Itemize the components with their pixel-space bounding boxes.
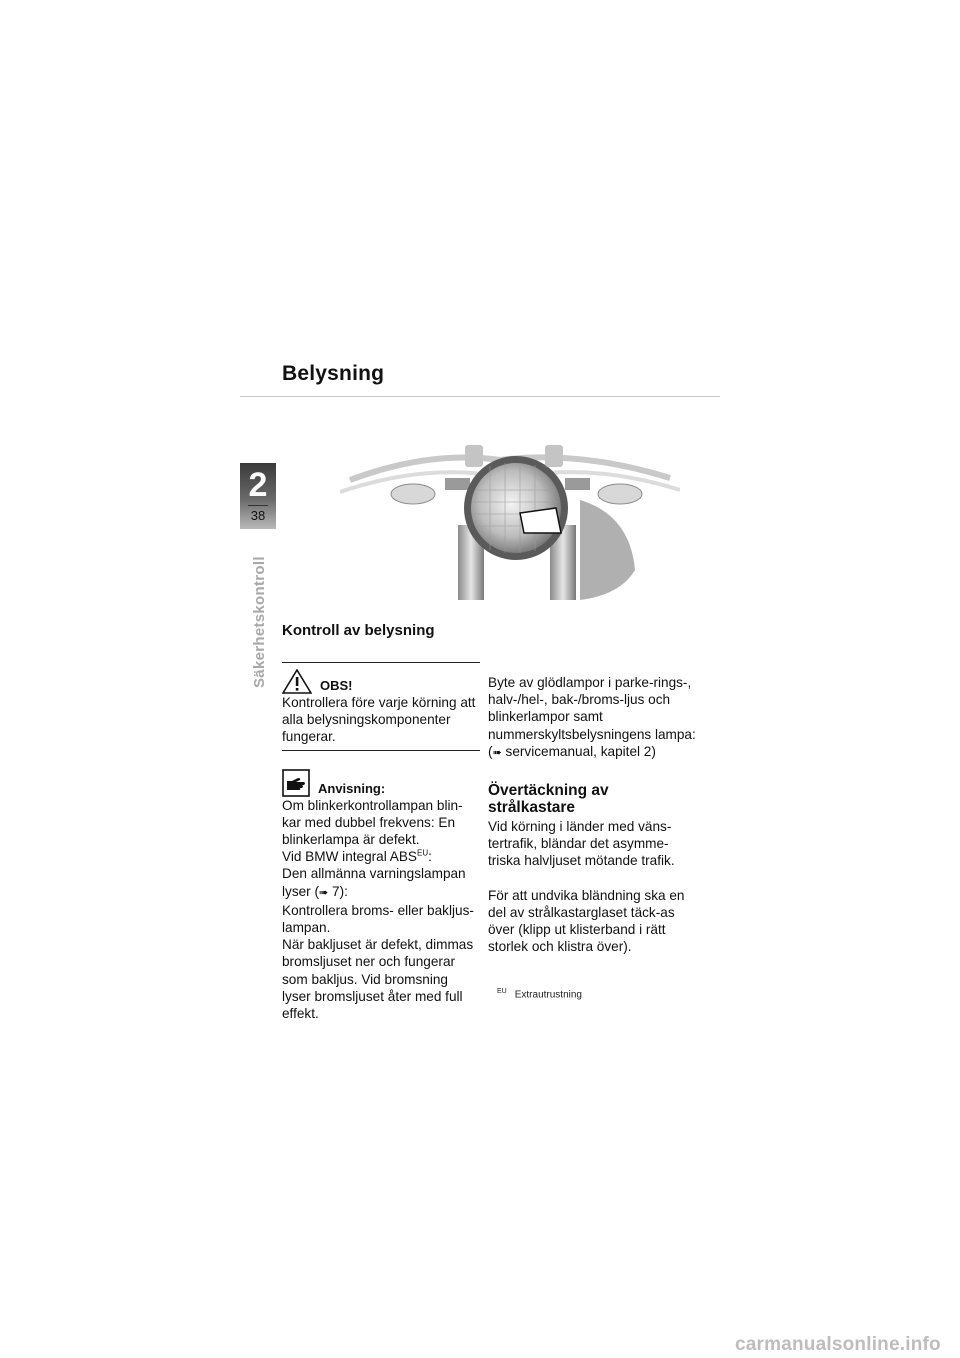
page-title: Belysning xyxy=(282,362,385,385)
note-warning-lamp-ref: 7 xyxy=(332,883,340,899)
title-divider xyxy=(240,396,720,397)
left-column xyxy=(282,662,480,1022)
note-text-1: Om blinkerkontrollampan blin-kar med dubbel frekvens: En blinkerlampa är defekt. xyxy=(282,797,463,848)
headlight-cover-para-2: För att undvika bländning ska en del av strålkastarglaset täck-as över (klipp ut klisterband i rätt storlek och klistra över). xyxy=(488,887,685,955)
obs-text: Kontrollera före varje körning att alla belysningskomponenter fungerar. xyxy=(282,695,476,745)
note-title: Anvisning: xyxy=(318,780,386,796)
footnote-text: Extrautrustning xyxy=(514,989,582,1001)
note-warning-lamp-close: ): xyxy=(339,883,348,899)
chapter-number: 2 xyxy=(248,466,268,504)
warning-triangle-icon xyxy=(282,669,312,694)
right-column xyxy=(488,674,698,955)
note-header xyxy=(282,769,480,797)
bulb-replacement-ref: servicemanual, kapitel 2) xyxy=(505,743,656,759)
bulb-replacement-text xyxy=(488,674,698,762)
note-text-3 xyxy=(282,865,480,901)
headlight-cover-para-1: Vid körning i länder med väns-tertrafik, bländar det asymme-triska halvljuset mötande trafik. xyxy=(488,819,675,869)
headlight-cover-heading: Övertäckning av strålkastare xyxy=(488,782,609,817)
note-abs-sup: EU xyxy=(417,848,429,858)
note-text-2 xyxy=(282,848,480,865)
footnote xyxy=(497,988,582,1000)
reference-arrow-icon: ➠ xyxy=(492,746,502,759)
obs-header xyxy=(282,669,480,694)
note-box xyxy=(282,769,480,1023)
page-number: 38 xyxy=(250,508,266,523)
note-abs-label: Vid BMW integral ABS xyxy=(282,849,417,865)
bulb-replacement-body: Byte av glödlampor i parke-rings-, halv-/hel-, bak-/broms-ljus och blinkerlampor samt nummerskyltsbelysningens lampa: ( xyxy=(488,675,696,759)
note-text-4: Kontrollera broms- eller bakljus-lampan. xyxy=(282,902,474,936)
obs-title: OBS! xyxy=(320,678,353,693)
reference-arrow-icon: ➠ xyxy=(319,886,329,899)
chapter-tab-divider xyxy=(248,505,268,506)
side-chapter-label: Säkerhetskontroll xyxy=(251,556,268,688)
note-hand-icon xyxy=(282,769,310,797)
note-warning-lamp-text: Den allmänna varningslampan lyser ( xyxy=(282,866,466,899)
note-abs-colon: : xyxy=(428,849,432,865)
section-heading: Kontroll av belysning xyxy=(282,622,435,639)
obs-box xyxy=(282,662,480,751)
chapter-tab xyxy=(240,463,276,529)
note-text-5: När bakljuset är defekt, dimmas bromsljuset ner och fungerar som bakljus. Vid bromsning lyser bromsljuset åter med full effekt. xyxy=(282,937,474,1022)
footnote-mark: EU xyxy=(497,988,507,995)
motorcycle-headlight-photo xyxy=(340,420,680,605)
watermark: carmanualsonline.info xyxy=(735,1334,941,1355)
